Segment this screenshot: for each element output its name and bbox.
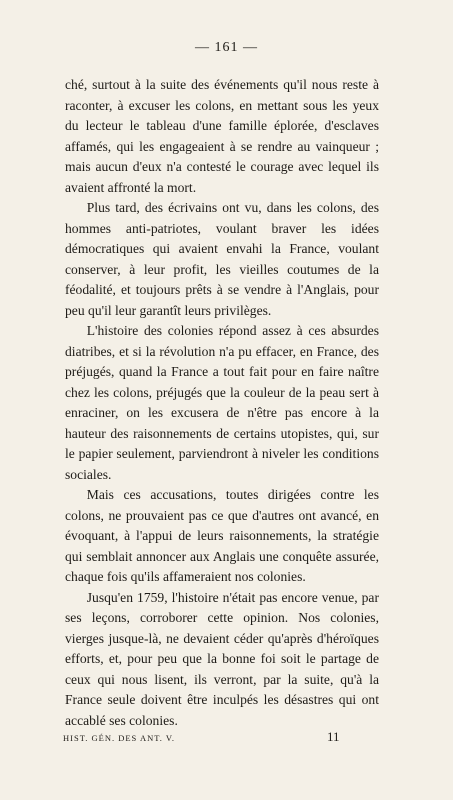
body-text <box>65 75 379 731</box>
paragraph-2: Plus tard, des écrivains ont vu, dans les colons, des hommes anti-patriotes, voulant braver les idées démocratiques qui avaient envahi la France, voulant conserver, à leur profit, les vieilles coutumes de la féodalité, et toujours prêts à se vendre à l'Anglais, pour peu qu'il leur garantît leurs privilèges. <box>65 200 379 318</box>
paragraph-3: L'histoire des colonies répond assez à ces absurdes diatribes, et si la révolution n'a pu effacer, en France, des préjugés, quand la France a tout fait pour en faire naître chez les colons, préjugés que la couleur de la peau sert à enraciner, on les excusera de n'être pas encore à la hauteur des raisonnements de certains utopistes, qui, sur le papier seulement, parviendront à niveler les conditions sociales. <box>65 323 379 482</box>
paragraph-1: ché, surtout à la suite des événements qu'il nous reste à raconter, à excuser les colons, en mettant sous les yeux du lecteur le tableau d'une famille éplorée, d'esclaves affamés, qui les engageaient à se rendre au vainqueur ; mais aucun d'eux n'a contesté le courage avec lequel ils avaient affronté la mort. <box>65 77 379 195</box>
footer-signature: HIST. GÉN. DES ANT. V. <box>63 733 176 743</box>
paragraph-5: Jusqu'en 1759, l'histoire n'était pas encore venue, par ses leçons, corroborer cette opinion. Nos colonies, vierges jusque-là, ne devaient céder qu'après d'héroïques efforts, et, pour peu que la bonne foi soit le partage de ceux qui nous lisent, ils verront, par la suite, qu'à la France seule doivent être inculpés les désastres qui ont accablé ses colonies. <box>65 589 379 728</box>
footer-sheet-number: 11 <box>327 729 340 744</box>
paragraph-4: Mais ces accusations, toutes dirigées contre les colons, ne prouvaient pas ce que d'autres ont avancé, en évoquant, à l'appui de leurs raisonnements, la stratégie qui semblait annoncer aux Anglais une conquête assurée, chaque fois qu'ils affameraient nos colonies. <box>65 487 379 584</box>
page-number: — 161 — <box>195 40 258 55</box>
